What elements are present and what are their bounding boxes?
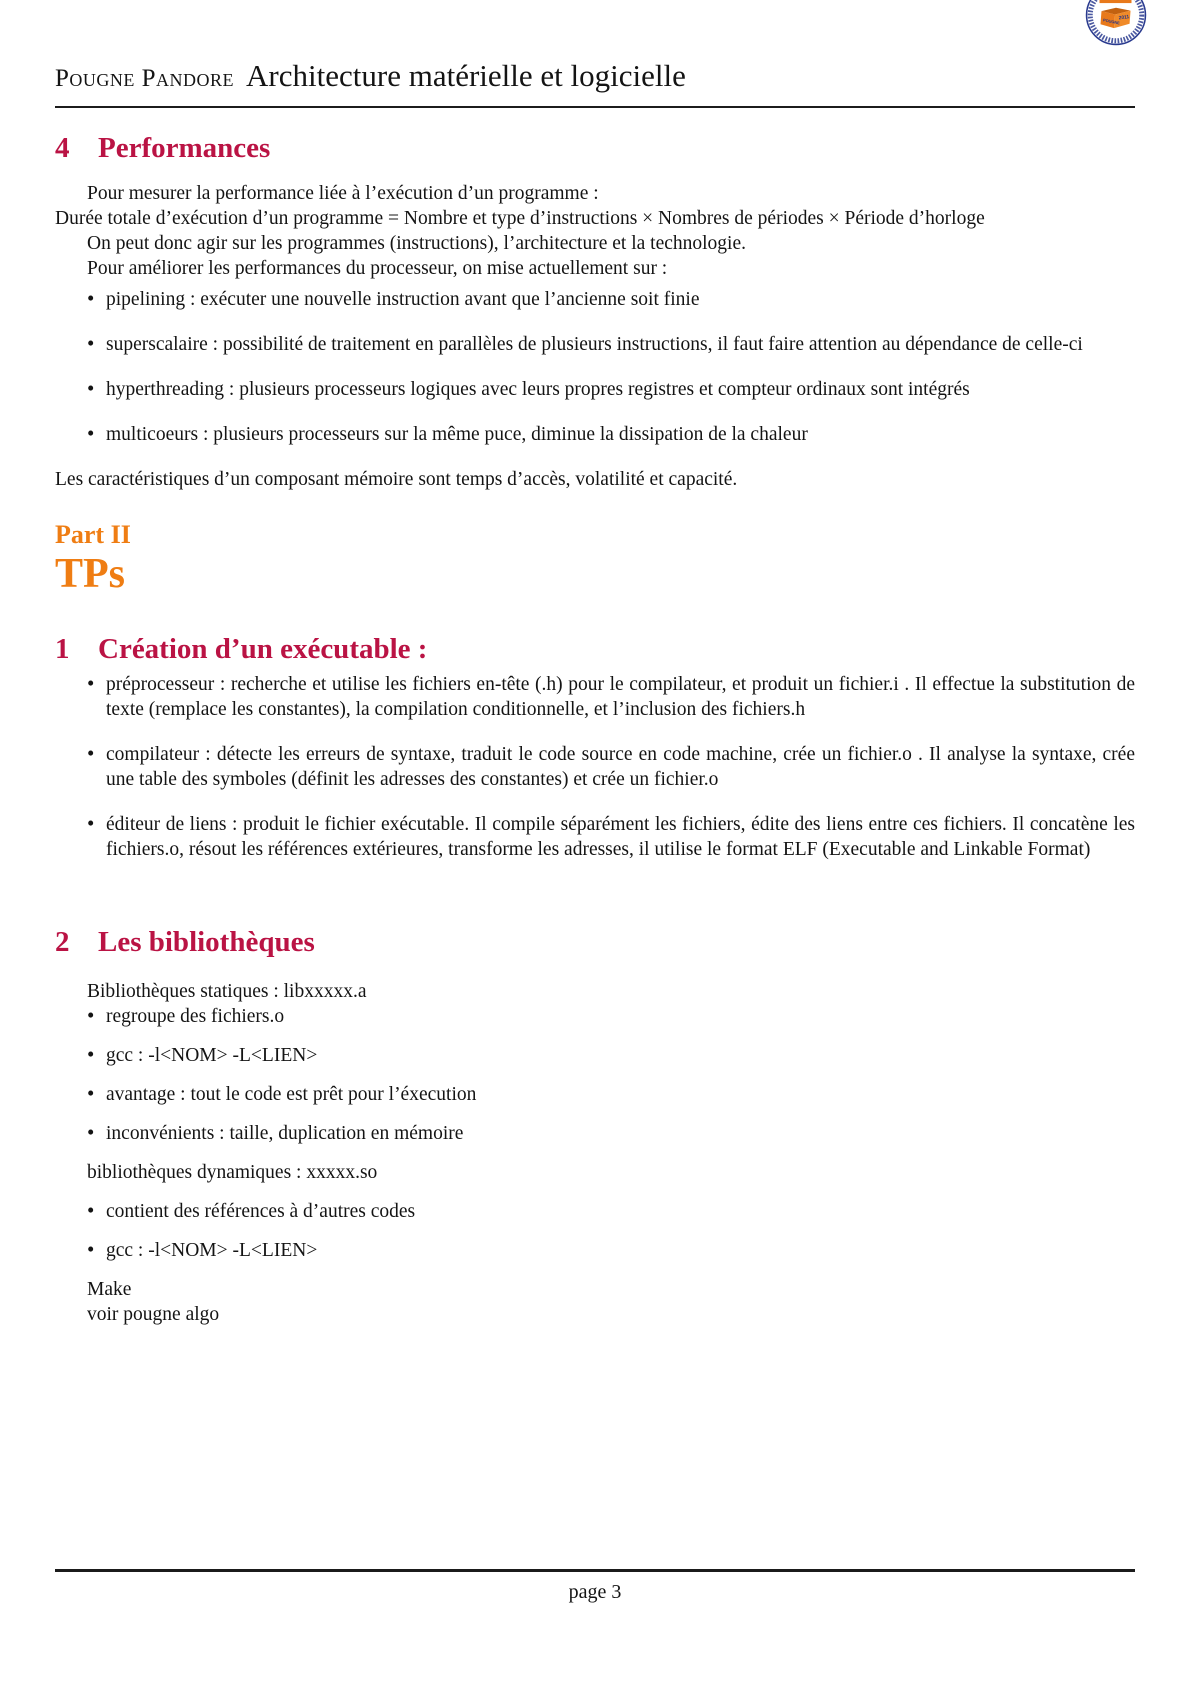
page-number: page 3: [568, 1581, 622, 1603]
section-title: Création d’un exécutable :: [98, 633, 428, 665]
make-note: [55, 1277, 1135, 1327]
list-item: • gcc : -l<NOM> -L<LIEN>: [106, 1238, 1135, 1263]
paragraph: Make: [87, 1279, 132, 1300]
club-logo-icon: [1085, 0, 1147, 46]
section-title: Les bibliothèques: [98, 926, 315, 958]
list-item: • pipelining : exécuter une nouvelle instruction avant que l’ancienne soit finie: [106, 287, 1135, 312]
list-item: • gcc : -l<NOM> -L<LIEN>: [106, 1043, 1135, 1068]
document-title: Architecture matérielle et logicielle: [246, 58, 686, 93]
section-title: Performances: [98, 132, 271, 164]
part-title: TPs: [55, 551, 126, 597]
section-number: 1: [55, 633, 70, 665]
list-item: • hyperthreading : plusieurs processeurs logiques avec leurs propres registres et compteur ordinaux sont intégrés: [106, 377, 1135, 402]
section-number: 4: [55, 132, 70, 164]
paragraph: Durée totale d’exécution d’un programme = Nombre et type d’instructions × Nombres de périodes × Période d’horloge: [55, 208, 985, 229]
list-item: • éditeur de liens : produit le fichier exécutable. Il compile séparément les fichiers, édite des liens entre ces fichiers. Il concatène les fichiers.o, résout les références extérieures, transforme les adresses, il utilise le format ELF (Executable and Linkable Format): [106, 812, 1135, 862]
svg-text:POUGNE: POUGNE: [1102, 17, 1121, 26]
executable-bullet-list: [55, 672, 1135, 862]
list-item: • compilateur : détecte les erreurs de syntaxe, traduit le code source en code machine, crée un fichier.o . Il analyse la syntaxe, crée une table des symboles (définit les adresses des constantes) et crée un fichier.o: [106, 742, 1135, 792]
paragraph: On peut donc agir sur les programmes (instructions), l’architecture et la technologie.: [87, 233, 746, 254]
svg-text:2011: 2011: [1118, 15, 1130, 22]
part-label: Part II: [55, 520, 131, 549]
paragraph: Bibliothèques statiques : libxxxxx.a: [87, 981, 367, 1002]
static-library-bullet-list: [55, 1004, 1135, 1146]
paragraph: bibliothèques dynamiques : xxxxx.so: [87, 1162, 378, 1183]
paragraph: voir pougne algo: [87, 1304, 220, 1325]
list-item: • superscalaire : possibilité de traitement en parallèles de plusieurs instructions, il faut faire attention au dépendance de celle-ci: [106, 332, 1135, 357]
section-heading-performances: [55, 132, 1135, 165]
list-item: • avantage : tout le code est prêt pour l’éxecution: [106, 1082, 1135, 1107]
list-item: • inconvénients : taille, duplication en mémoire: [106, 1121, 1135, 1146]
list-item: • regroupe des fichiers.o: [106, 1004, 1135, 1029]
performance-bullet-list: [55, 287, 1135, 447]
section-heading-executable: [55, 633, 1135, 666]
institution-name: Pougne Pandore: [55, 65, 235, 92]
section-heading-bibliotheques: [55, 926, 1135, 959]
page-footer: [55, 1569, 1135, 1604]
list-item: • multicoeurs : plusieurs processeurs sur la même puce, diminue la dissipation de la chaleur: [106, 422, 1135, 447]
section-number: 2: [55, 926, 70, 958]
paragraph: Pour améliorer les performances du processeur, on mise actuellement sur :: [87, 258, 668, 279]
list-item: • préprocesseur : recherche et utilise les fichiers en-tête (.h) pour le compilateur, et produit un fichier.i . Il effectue la substitution de texte (remplace les constantes), la compilation conditionnelle, et l’inclusion des fichiers.h: [106, 672, 1135, 722]
list-item: • contient des références à d’autres codes: [106, 1199, 1135, 1224]
paragraph: Pour mesurer la performance liée à l’exécution d’un programme :: [87, 183, 599, 204]
page-body: [0, 132, 1190, 1327]
page-header: [55, 0, 1135, 108]
dynamic-library-bullet-list: [55, 1199, 1135, 1263]
paragraph: Les caractéristiques d’un composant mémoire sont temps d’accès, volatilité et capacité.: [55, 469, 738, 490]
